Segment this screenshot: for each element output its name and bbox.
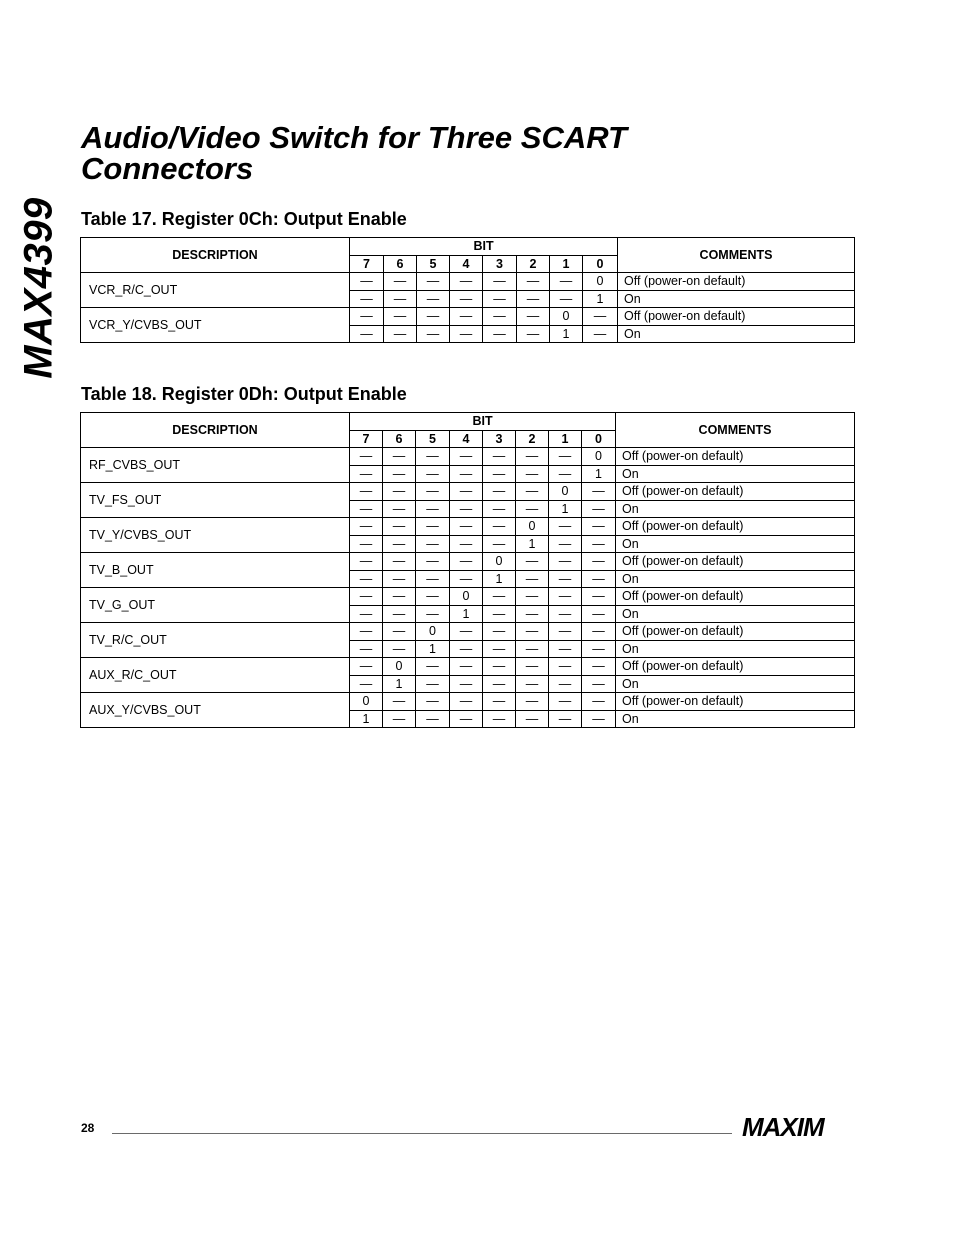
bit-number: 3	[483, 430, 516, 448]
bit-value: —	[483, 500, 516, 518]
bit-value: —	[582, 710, 616, 728]
bit-number: 0	[582, 430, 616, 448]
bit-value: —	[350, 623, 383, 641]
comment-cell: Off (power-on default)	[616, 448, 855, 466]
maxim-logo: MAXIM	[742, 1112, 824, 1142]
bit-value: —	[450, 325, 483, 343]
bit-value: —	[384, 273, 417, 291]
bit-value: —	[350, 273, 384, 291]
table-row	[81, 308, 855, 326]
bit-value: —	[582, 570, 616, 588]
comment-cell: Off (power-on default)	[616, 553, 855, 571]
bit-value: —	[450, 553, 483, 571]
bit-value: —	[517, 308, 550, 326]
comment-cell: On	[616, 535, 855, 553]
bit-value: —	[483, 518, 516, 536]
bit-value: —	[583, 308, 618, 326]
bit-value: —	[549, 518, 582, 536]
comment-cell: On	[616, 465, 855, 483]
bit-value: —	[549, 658, 582, 676]
table-row	[81, 623, 855, 641]
bit-value: —	[516, 710, 549, 728]
document-title: Audio/Video Switch for Three SCART Connectors	[81, 120, 627, 186]
bit-value: —	[416, 483, 450, 501]
bit-value: —	[383, 553, 416, 571]
bit-value: —	[483, 658, 516, 676]
bit-value: —	[350, 483, 383, 501]
bit-value: —	[516, 588, 549, 606]
table-row	[81, 448, 855, 466]
comment-cell: Off (power-on default)	[616, 693, 855, 711]
bit-value: —	[350, 605, 383, 623]
bit-value: —	[416, 710, 450, 728]
bit-number: 4	[450, 255, 483, 273]
side-part-number	[10, 197, 68, 379]
bit-value: —	[549, 553, 582, 571]
bit-value: 1	[450, 605, 483, 623]
bit-value: —	[450, 518, 483, 536]
bit-number: 0	[583, 255, 618, 273]
bit-value: 1	[483, 570, 516, 588]
bit-value: —	[483, 640, 516, 658]
bit-value: —	[450, 570, 483, 588]
bit-number: 4	[450, 430, 483, 448]
bit-value: —	[582, 623, 616, 641]
header-row	[81, 238, 855, 256]
bit-value: —	[582, 640, 616, 658]
bit-value: —	[483, 605, 516, 623]
bit-value: —	[350, 570, 383, 588]
bit-value: 0	[416, 623, 450, 641]
bit-value: —	[516, 658, 549, 676]
bit-value: 1	[550, 325, 583, 343]
bit-value: 1	[416, 640, 450, 658]
bit-number: 7	[350, 430, 383, 448]
side-part-number-text: MAX4399	[16, 197, 61, 379]
bit-value: 1	[549, 500, 582, 518]
bit-value: —	[350, 588, 383, 606]
bit-value: —	[350, 290, 384, 308]
bit-value: —	[516, 483, 549, 501]
output-name: RF_CVBS_OUT	[81, 448, 350, 483]
bit-value: —	[582, 588, 616, 606]
bit-value: —	[416, 553, 450, 571]
bit-value: —	[483, 325, 517, 343]
output-name: VCR_R/C_OUT	[81, 273, 350, 308]
comment-cell: On	[616, 500, 855, 518]
bit-value: —	[383, 448, 416, 466]
bit-value: —	[517, 273, 550, 291]
bit-value: —	[582, 675, 616, 693]
output-name: TV_B_OUT	[81, 553, 350, 588]
bit-value: —	[383, 605, 416, 623]
bit-value: —	[383, 570, 416, 588]
bit-value: 1	[383, 675, 416, 693]
description-header: DESCRIPTION	[81, 413, 350, 448]
bit-value: —	[350, 500, 383, 518]
bit-value: —	[582, 518, 616, 536]
bit-number: 7	[350, 255, 384, 273]
bit-value: —	[549, 623, 582, 641]
bit-value: —	[383, 500, 416, 518]
comment-cell: Off (power-on default)	[618, 308, 855, 326]
bit-value: —	[582, 483, 616, 501]
bit-value: —	[582, 605, 616, 623]
bit-value: —	[350, 325, 384, 343]
table-18-title: Table 18. Register 0Dh: Output Enable	[81, 384, 407, 404]
bit-value: —	[450, 308, 483, 326]
bit-value: —	[549, 448, 582, 466]
bit-value: —	[383, 535, 416, 553]
bit-value: 0	[549, 483, 582, 501]
comment-cell: Off (power-on default)	[616, 623, 855, 641]
table-row	[81, 273, 855, 291]
bit-value: —	[483, 465, 516, 483]
comment-cell: On	[616, 675, 855, 693]
bit-value: —	[383, 640, 416, 658]
bit-number: 1	[550, 255, 583, 273]
bit-value: —	[450, 693, 483, 711]
table-row	[81, 693, 855, 711]
bit-value: —	[416, 658, 450, 676]
output-name: AUX_R/C_OUT	[81, 658, 350, 693]
bit-value: —	[549, 640, 582, 658]
bit-value: —	[383, 483, 416, 501]
bit-value: 1	[582, 465, 616, 483]
comments-header: COMMENTS	[618, 238, 855, 273]
comment-cell: On	[618, 325, 855, 343]
table-17-title: Table 17. Register 0Ch: Output Enable	[81, 209, 407, 229]
bit-value: —	[483, 290, 517, 308]
footer-divider	[112, 1133, 732, 1134]
bit-value: —	[583, 325, 618, 343]
bit-value: —	[416, 518, 450, 536]
bit-number: 5	[416, 430, 450, 448]
bit-value: —	[549, 570, 582, 588]
comment-cell: Off (power-on default)	[616, 483, 855, 501]
bit-value: —	[350, 658, 383, 676]
bit-value: —	[384, 308, 417, 326]
bit-value: —	[549, 605, 582, 623]
bit-value: —	[416, 605, 450, 623]
bit-value: —	[416, 570, 450, 588]
bit-value: —	[416, 588, 450, 606]
bit-number: 3	[483, 255, 517, 273]
bit-header: BIT	[350, 413, 616, 431]
bit-value: —	[516, 693, 549, 711]
bit-number: 1	[549, 430, 582, 448]
bit-value: —	[450, 290, 483, 308]
bit-value: —	[582, 535, 616, 553]
bit-value: —	[383, 693, 416, 711]
comment-cell: On	[616, 640, 855, 658]
comment-cell: Off (power-on default)	[616, 658, 855, 676]
bit-value: —	[450, 623, 483, 641]
bit-value: —	[417, 273, 450, 291]
bit-value: —	[450, 500, 483, 518]
bit-value: —	[416, 500, 450, 518]
output-name: VCR_Y/CVBS_OUT	[81, 308, 350, 343]
table-row	[81, 518, 855, 536]
bit-value: —	[582, 500, 616, 518]
output-name: AUX_Y/CVBS_OUT	[81, 693, 350, 728]
bit-value: —	[516, 605, 549, 623]
output-name: TV_Y/CVBS_OUT	[81, 518, 350, 553]
bit-value: —	[383, 465, 416, 483]
bit-value: —	[550, 290, 583, 308]
bit-value: —	[350, 465, 383, 483]
bit-value: —	[483, 308, 517, 326]
bit-value: —	[483, 623, 516, 641]
bit-value: —	[417, 308, 450, 326]
bit-value: —	[384, 325, 417, 343]
output-name: TV_R/C_OUT	[81, 623, 350, 658]
bit-value: —	[450, 658, 483, 676]
comment-cell: Off (power-on default)	[616, 588, 855, 606]
bit-value: —	[416, 535, 450, 553]
bit-value: —	[450, 483, 483, 501]
bit-value: —	[416, 693, 450, 711]
bit-value: —	[383, 518, 416, 536]
bit-value: —	[483, 675, 516, 693]
bit-value: —	[416, 448, 450, 466]
bit-value: —	[549, 710, 582, 728]
bit-number: 6	[383, 430, 416, 448]
bit-value: —	[516, 448, 549, 466]
bit-value: 1	[516, 535, 549, 553]
bit-value: —	[383, 710, 416, 728]
comment-cell: On	[618, 290, 855, 308]
bit-value: —	[383, 588, 416, 606]
bit-value: —	[450, 710, 483, 728]
bit-value: —	[582, 658, 616, 676]
bit-value: —	[516, 675, 549, 693]
bit-value: 0	[516, 518, 549, 536]
bit-value: —	[417, 290, 450, 308]
bit-value: —	[517, 290, 550, 308]
bit-value: —	[450, 675, 483, 693]
bit-value: —	[582, 553, 616, 571]
page-number: 28	[81, 1121, 95, 1135]
comment-cell: On	[616, 710, 855, 728]
bit-value: —	[516, 500, 549, 518]
bit-value: —	[450, 640, 483, 658]
bit-value: —	[350, 640, 383, 658]
bit-value: 0	[383, 658, 416, 676]
comments-header: COMMENTS	[616, 413, 855, 448]
table-row	[81, 588, 855, 606]
bit-value: —	[549, 465, 582, 483]
bit-header: BIT	[350, 238, 618, 256]
bit-value: —	[350, 518, 383, 536]
comment-cell: On	[616, 570, 855, 588]
output-name: TV_G_OUT	[81, 588, 350, 623]
bit-value: —	[517, 325, 550, 343]
table-row	[81, 553, 855, 571]
bit-value: 1	[583, 290, 618, 308]
bit-value: —	[516, 553, 549, 571]
bit-value: —	[417, 325, 450, 343]
register-0dh-table	[80, 412, 855, 728]
bit-value: —	[383, 623, 416, 641]
bit-value: —	[483, 483, 516, 501]
bit-value: —	[384, 290, 417, 308]
bit-number: 5	[417, 255, 450, 273]
bit-value: —	[350, 553, 383, 571]
comment-cell: On	[616, 605, 855, 623]
table-row	[81, 658, 855, 676]
bit-value: —	[483, 588, 516, 606]
bit-value: —	[350, 448, 383, 466]
output-name: TV_FS_OUT	[81, 483, 350, 518]
bit-value: —	[350, 308, 384, 326]
bit-value: 0	[450, 588, 483, 606]
bit-value: —	[516, 623, 549, 641]
table-row	[81, 483, 855, 501]
bit-value: —	[416, 675, 450, 693]
bit-value: 0	[583, 273, 618, 291]
bit-value: —	[516, 465, 549, 483]
bit-value: —	[516, 570, 549, 588]
bit-value: 0	[582, 448, 616, 466]
bit-value: —	[483, 535, 516, 553]
bit-value: —	[450, 273, 483, 291]
bit-value: 1	[350, 710, 383, 728]
bit-value: —	[483, 710, 516, 728]
comment-cell: Off (power-on default)	[618, 273, 855, 291]
bit-value: 0	[550, 308, 583, 326]
bit-value: —	[549, 588, 582, 606]
bit-value: —	[549, 675, 582, 693]
bit-number: 6	[384, 255, 417, 273]
bit-value: —	[350, 535, 383, 553]
bit-value: —	[549, 535, 582, 553]
bit-value: —	[549, 693, 582, 711]
bit-value: —	[483, 273, 517, 291]
bit-value: —	[516, 640, 549, 658]
comment-cell: Off (power-on default)	[616, 518, 855, 536]
bit-value: —	[450, 465, 483, 483]
bit-value: 0	[483, 553, 516, 571]
bit-value: —	[450, 535, 483, 553]
bit-value: —	[350, 675, 383, 693]
bit-value: —	[582, 693, 616, 711]
register-0ch-table	[80, 237, 855, 343]
bit-value: 0	[350, 693, 383, 711]
bit-number: 2	[517, 255, 550, 273]
bit-value: —	[483, 693, 516, 711]
bit-value: —	[550, 273, 583, 291]
bit-value: —	[483, 448, 516, 466]
description-header: DESCRIPTION	[81, 238, 350, 273]
header-row	[81, 413, 855, 431]
bit-number: 2	[516, 430, 549, 448]
bit-value: —	[450, 448, 483, 466]
bit-value: —	[416, 465, 450, 483]
